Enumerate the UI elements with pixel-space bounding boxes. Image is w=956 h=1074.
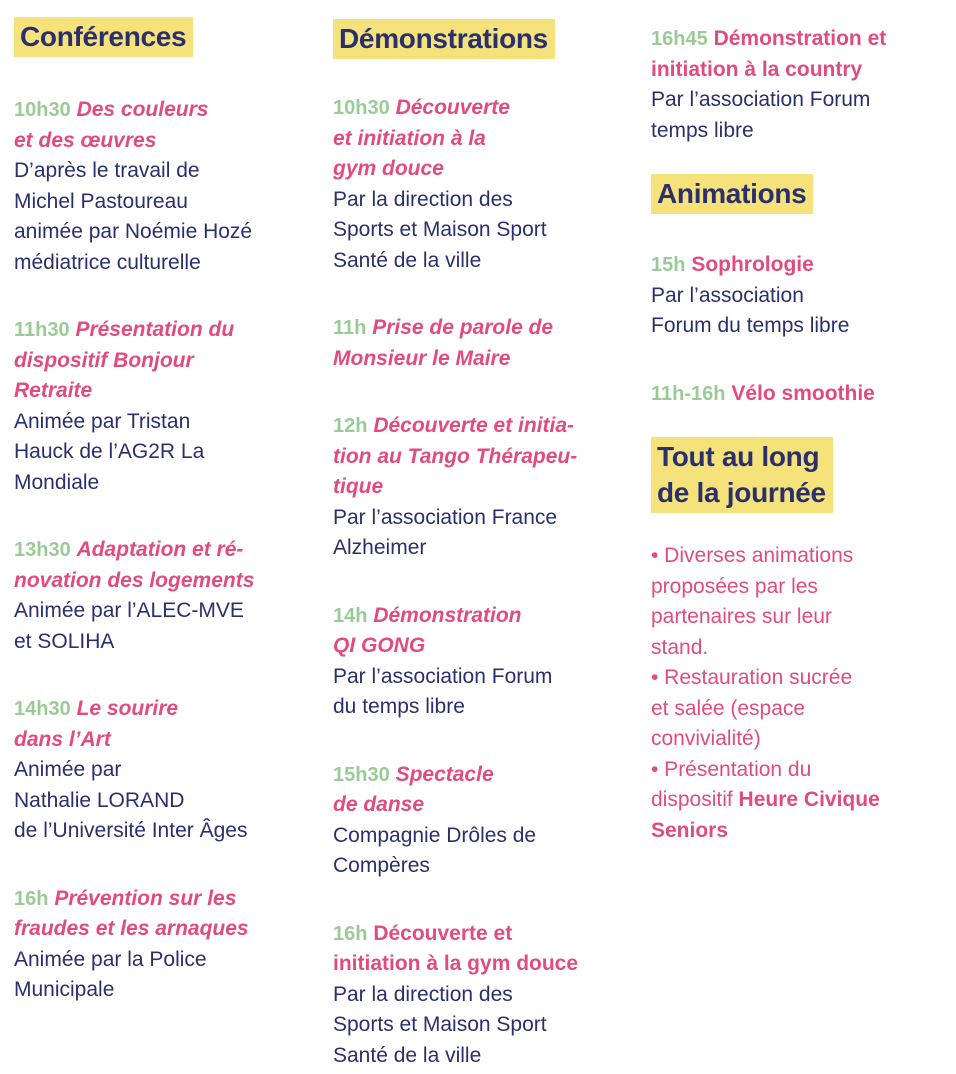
country-event: [651, 24, 951, 146]
event-title: Vélo smoothie: [731, 381, 875, 405]
event-title: et initiation à la: [333, 126, 486, 150]
event-time: 16h: [333, 922, 368, 945]
event-title: Le sourire: [76, 697, 179, 720]
demonstration-event-5: [333, 760, 633, 882]
event-desc: Par l’association: [651, 283, 804, 307]
demonstrations-heading: Démonstrations: [333, 19, 555, 59]
event-desc: médiatrice culturelle: [14, 250, 201, 274]
event-desc: Sports et Maison Sport: [333, 218, 547, 241]
event-title: Démonstration: [373, 603, 522, 627]
event-desc: et SOLIHA: [14, 629, 115, 653]
event-desc: Animée par Tristan: [14, 409, 191, 433]
event-desc: Animée par la Police: [14, 947, 207, 971]
event-desc: Forum du temps libre: [651, 314, 850, 337]
event-title: QI GONG: [333, 634, 426, 657]
demonstration-event-3: [333, 411, 633, 564]
event-desc: du temps libre: [333, 695, 465, 718]
conference-event-2: [14, 315, 314, 498]
list-line: • Restauration sucrée: [651, 666, 853, 689]
event-time: 12h: [333, 415, 368, 437]
event-desc: Par l’association France: [333, 505, 558, 529]
event-time: 16h45: [651, 28, 708, 50]
event-title: dispositif Bonjour: [14, 348, 194, 372]
event-desc: Animée par l’ALEC-MVE: [14, 599, 244, 622]
conference-event-1: [14, 95, 314, 278]
all-day-heading: [651, 437, 833, 513]
event-title: Démonstration et: [713, 27, 887, 50]
event-desc: Michel Pastoureau: [14, 189, 188, 213]
event-title: tique: [333, 475, 384, 498]
event-title: Des couleurs: [76, 98, 209, 121]
event-time: 11h: [333, 317, 367, 339]
list-line: • Diverses animations: [651, 544, 854, 567]
event-desc: temps libre: [651, 118, 754, 142]
conferences-heading: Conférences: [14, 17, 193, 57]
event-title: Monsieur le Maire: [333, 346, 511, 370]
conferences-column: [14, 0, 314, 1006]
all-day-list: [651, 541, 951, 846]
event-desc: de l’Université Inter Âges: [14, 819, 248, 842]
event-time: 14h30: [14, 698, 71, 720]
event-desc: Mondiale: [14, 470, 100, 494]
list-line: proposées par les: [651, 574, 818, 598]
third-column: [651, 0, 951, 846]
event-title: Prise de parole de: [372, 316, 554, 339]
event-title: fraudes et les arnaques: [14, 917, 249, 940]
heading-line: Tout au long: [657, 441, 820, 472]
conference-event-4: [14, 694, 314, 847]
event-time: 10h30: [333, 97, 390, 119]
event-title: de danse: [333, 793, 425, 816]
event-title: Découverte et initia-: [373, 414, 575, 437]
list-line: stand.: [651, 635, 709, 659]
heading-line: de la journée: [657, 477, 826, 508]
conference-event-3: [14, 535, 314, 657]
event-time: 15h30: [333, 763, 390, 786]
event-desc: Nathalie LORAND: [14, 788, 185, 812]
event-title: et des œuvres: [14, 128, 157, 152]
event-time: 11h30: [14, 319, 70, 341]
event-desc: Sports et Maison Sport: [333, 1013, 547, 1036]
animation-event-1: [651, 250, 951, 342]
demonstration-event-6: [333, 919, 633, 1072]
event-desc: Hauck de l’AG2R La: [14, 440, 205, 463]
conference-event-5: [14, 884, 314, 1006]
list-line: • Présentation du: [651, 757, 812, 781]
demonstrations-column: [333, 0, 633, 1071]
animation-event-2: [651, 379, 951, 410]
event-title: Découverte: [395, 96, 510, 119]
demonstration-event-1: [333, 93, 633, 276]
list-text: dispositif: [651, 788, 739, 811]
event-title: Sophrologie: [691, 253, 814, 276]
list-line: partenaires sur leur: [651, 605, 832, 628]
event-time: 14h: [333, 604, 368, 627]
event-time: 11h-16h: [651, 382, 726, 405]
event-desc: Par l’association Forum: [651, 88, 871, 111]
event-title: initiation à la gym douce: [333, 952, 579, 975]
event-desc: D’après le travail de: [14, 159, 200, 182]
event-title: Prévention sur les: [54, 886, 237, 910]
event-time: 13h30: [14, 539, 71, 561]
event-desc: Compères: [333, 854, 430, 877]
list-line: convivialité): [651, 727, 761, 750]
event-title: Découverte et: [373, 921, 513, 945]
event-title: tion au Tango Thérapeu-: [333, 444, 578, 468]
demonstration-event-2: [333, 313, 633, 374]
event-desc: Par la direction des: [333, 187, 513, 211]
list-line: [651, 785, 951, 816]
event-time: 16h: [14, 887, 49, 910]
event-desc: Santé de la ville: [333, 248, 482, 272]
event-desc: Par l’association Forum: [333, 664, 553, 688]
event-desc: Par la direction des: [333, 982, 513, 1006]
event-desc: Santé de la ville: [333, 1043, 482, 1067]
event-time: 10h30: [14, 99, 71, 121]
demonstration-event-4: [333, 601, 633, 723]
event-title: initiation à la country: [651, 57, 863, 81]
event-title: Retraite: [14, 379, 93, 402]
event-title: dans l’Art: [14, 727, 111, 751]
event-desc: Animée par: [14, 758, 122, 781]
event-title: gym douce: [333, 157, 444, 180]
event-desc: Compagnie Drôles de: [333, 823, 537, 847]
list-line: Seniors: [651, 818, 729, 842]
list-strong-text: Heure Civique: [738, 788, 880, 811]
list-line: et salée (espace: [651, 696, 806, 720]
event-title: novation des logements: [14, 568, 255, 592]
event-desc: Municipale: [14, 978, 115, 1001]
event-desc: animée par Noémie Hozé: [14, 220, 253, 243]
animations-heading: Animations: [651, 174, 813, 214]
event-desc: Alzheimer: [333, 536, 427, 559]
event-time: 15h: [651, 254, 686, 276]
event-title: Spectacle: [395, 762, 494, 786]
event-title: Présentation du: [75, 318, 235, 341]
event-title: Adaptation et ré-: [76, 538, 244, 561]
